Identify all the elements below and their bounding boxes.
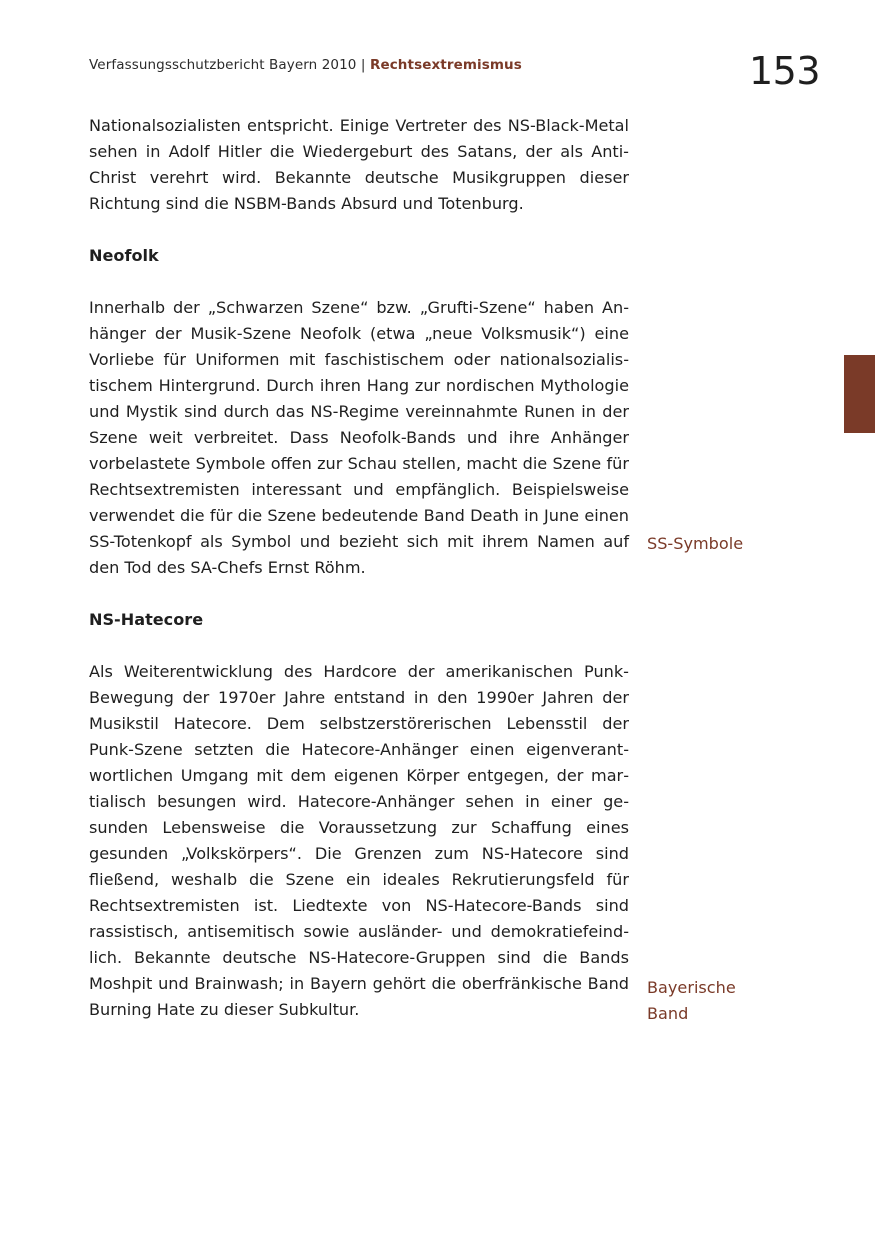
margin-note-line: Band	[647, 1004, 689, 1023]
running-head	[89, 57, 522, 73]
paragraph-ns-black-metal: Nationalsozialisten entspricht. Einige Vertreter des NS-Black-Metal sehen in Adolf Hitler die Wiedergeburt des Satans, der als Anti-Christ verehrt wird. Bekannte deutsche Musikgruppen dieser Richtung sind die NSBM-Bands Absurd und Totenburg.	[89, 116, 629, 213]
paragraph-ns-hatecore: Als Weiterentwicklung des Hardcore der amerikanischen Punk-Bewegung der 1970er Jahre entstand in den 1990er Jahren der Musikstil Hatecore. Dem selbstzerstörerischen Lebensstil der Punk-Szene setzten die Hatecore-Anhänger einen eigenverantwortlichen Umgang mit dem eigenen Körper entgegen, der martialisch besungen wird. Hatecore-Anhänger sehen in einer gesunden Lebensweise die Voraussetzung zur Schaffung eines gesunden „Volkskörpers“. Die Grenzen zum NS-Hatecore sind fließend, weshalb die Szene ein ideales Rekrutierungsfeld für Rechtsextremisten ist. Liedtexte von NS-Hatecore-Bands sind rassistisch, antisemitisch sowie ausländer- und demokratiefeindlich. Bekannte deutsche NS-Hatecore-Gruppen sind die Bands Moshpit und Brainwash; in Bayern gehört die oberfränkische Band Burning Hate zu dieser Subkultur.	[89, 662, 629, 1019]
chapter-thumb-tab	[844, 355, 875, 433]
section-title: Rechtsextremismus	[369, 57, 522, 73]
margin-note-ss-symbole: SS-Symbole	[647, 534, 744, 553]
page-number: 153	[749, 49, 821, 93]
publication-title: Verfassungsschutzbericht Bayern 2010	[89, 57, 357, 73]
header-separator: |	[360, 57, 366, 73]
heading-ns-hatecore: NS-Hatecore	[89, 610, 204, 629]
margin-note-line: Bayerische	[647, 978, 736, 997]
margin-note-bayerische-band	[647, 975, 807, 1027]
main-text-column	[89, 113, 629, 1023]
heading-neofolk: Neofolk	[89, 246, 159, 265]
paragraph-neofolk: Innerhalb der „Schwarzen Szene“ bzw. „Grufti-Szene“ haben Anhänger der Musik-Szene Neofolk (etwa „neue Volksmusik“) eine Vorliebe für Uniformen mit faschistischem oder nationalsozialistischem Hintergrund. Durch ihren Hang zur nordischen Mythologie und Mystik sind durch das NS-Regime vereinnahmte Runen in der Szene weit verbreitet. Dass Neofolk-Bands und ihre Anhänger vorbelastete Symbole offen zur Schau stellen, macht die Szene für Rechtsextremisten interessant und empfänglich. Beispielsweise verwendet die für die Szene bedeutende Band Death in June einen SS-Totenkopf als Symbol und bezieht sich mit ihrem Namen auf den Tod des SA-Chefs Ernst Röhm.	[89, 298, 629, 577]
